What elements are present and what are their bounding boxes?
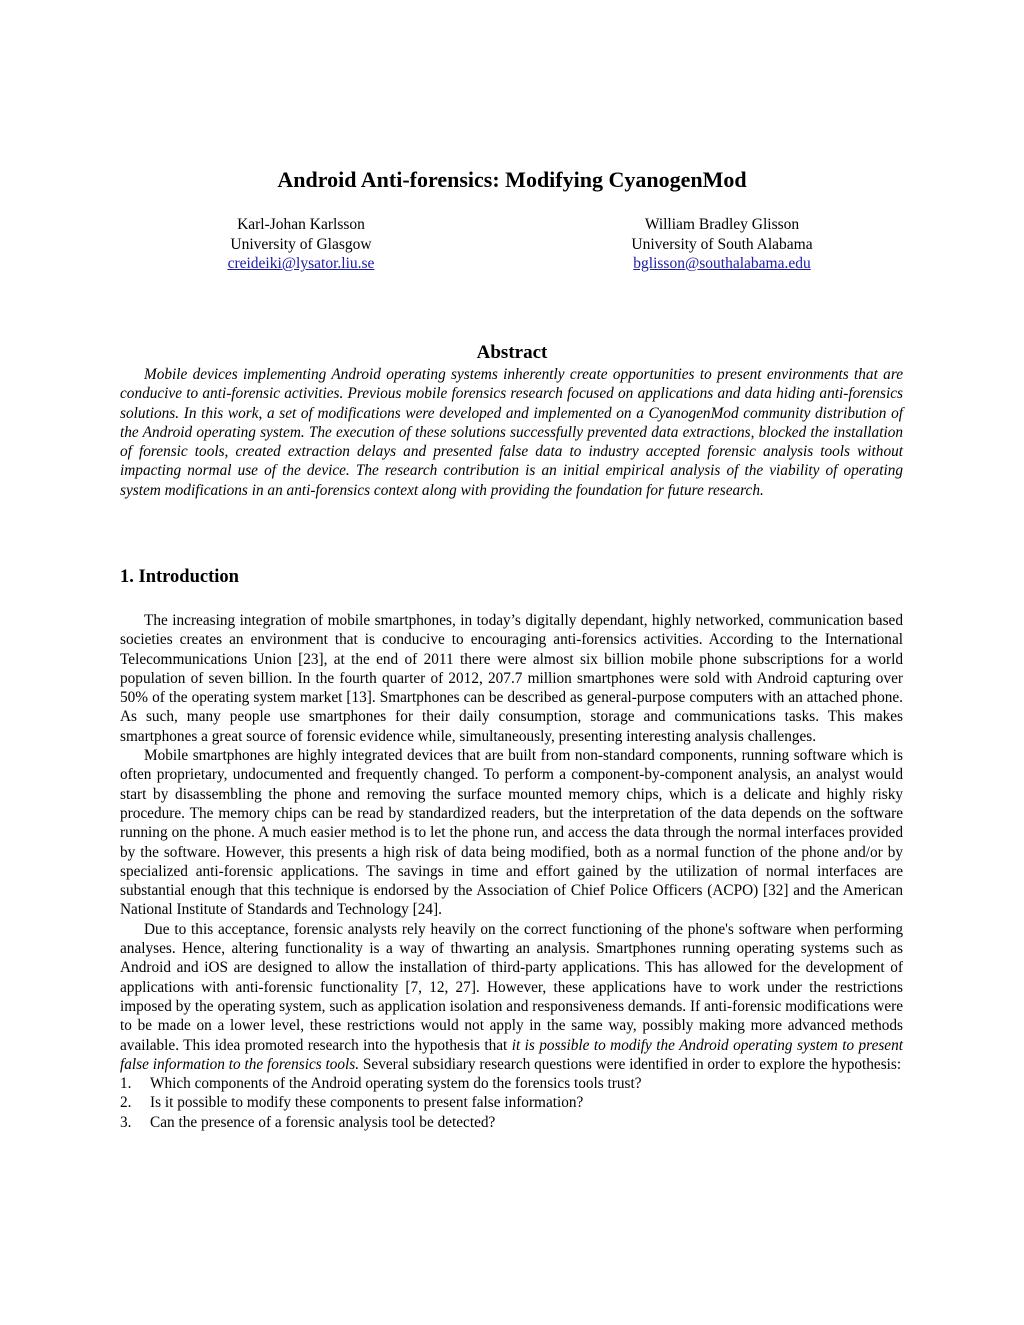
introduction-body bbox=[120, 611, 903, 1132]
paper-title: Android Anti-forensics: Modifying CyanogenMod bbox=[277, 167, 747, 192]
author-block bbox=[572, 215, 872, 274]
list-text: Which components of the Android operating system do the forensics tools trust? bbox=[150, 1075, 642, 1093]
paragraph-text: Several subsidiary research questions were identified in order to explore the hypothesis: bbox=[359, 1055, 902, 1073]
paragraph-text: Due to this acceptance, forensic analysts rely heavily on the correct functioning of the phone's software when performing analyses. Hence, altering functionality is a way of thwarting an analysis. Smartphones running operating systems such as Android and iOS are designed to allow the installation of third-party applications. This has allowed for the development of applications with anti-forensic functionality [7, 12, 27]. However, these applications have to work under the restrictions imposed by the operating system, such as application isolation and responsiveness demands. If anti-forensic modifications were to be made on a lower level, these restrictions would not apply in the same way, possibly making more advanced methods available. This idea promoted research into the hypothesis that bbox=[120, 920, 903, 1054]
list-number: 2. bbox=[120, 1094, 132, 1112]
list-item bbox=[120, 1093, 903, 1112]
abstract-heading: Abstract bbox=[476, 342, 548, 363]
list-text: Can the presence of a forensic analysis tool be detected? bbox=[150, 1113, 496, 1131]
paragraph: The increasing integration of mobile smartphones, in today’s digitally dependant, highly networked, communication based societies creates an environment that is conducive to encouraging anti-forensics activities. According to the International Telecommunications Union [23], at the end of 2011 there were almost six billion mobile phone subscriptions for a world population of seven billion. In the fourth quarter of 2012, 207.7 million smartphones were sold with Android capturing over 50% of the operating system market [13]. Smartphones can be described as general-purpose computers with an attached phone. As such, many people use smartphones for their daily consumption, storage and communications tasks. This makes smartphones a great source of forensic evidence while, simultaneously, presenting interesting analysis challenges. bbox=[120, 612, 903, 745]
author-block bbox=[151, 215, 451, 274]
author-affiliation: University of Glasgow bbox=[230, 235, 372, 253]
author-affiliation: University of South Alabama bbox=[631, 235, 813, 253]
abstract-text: Mobile devices implementing Android operating systems inherently create opportunities to present environments that are conducive to anti-forensic activities. Previous mobile forensics research focused on applications and data hiding anti-forensics solutions. In this work, a set of modifications were developed and implemented on a CyanogenMod community distribution of the Android operating system. The execution of these solutions successfully prevented data extractions, blocked the installation of forensic tools, created extraction delays and presented false data to industry accepted forensic analysis tools without impacting normal use of the device. The research contribution is an initial empirical analysis of the viability of operating system modifications in an anti-forensics context along with providing the foundation for future research. bbox=[120, 366, 903, 499]
hypothesis-text: it is possible to modify the Android operating system to present false information to the forensics tools. bbox=[120, 1036, 903, 1073]
author-name: William Bradley Glisson bbox=[644, 216, 800, 233]
list-number: 3. bbox=[120, 1113, 132, 1131]
section-heading-introduction: 1. Introduction bbox=[120, 567, 239, 587]
author-email-link[interactable]: creideiki@lysator.liu.se bbox=[227, 255, 375, 272]
list-item bbox=[120, 1074, 903, 1093]
paragraph bbox=[120, 920, 903, 1074]
author-name: Karl-Johan Karlsson bbox=[237, 216, 365, 233]
list-item bbox=[120, 1113, 903, 1132]
author-email-link[interactable]: bglisson@southalabama.edu bbox=[633, 255, 811, 272]
list-text: Is it possible to modify these components to present false information? bbox=[150, 1094, 584, 1112]
research-questions-list bbox=[120, 1074, 903, 1132]
paragraph: Mobile smartphones are highly integrated devices that are built from non-standard components, running software which is often proprietary, undocumented and frequently changed. To perform a component-by-component analysis, an analyst would start by disassembling the phone and removing the surface mounted memory chips, which is a delicate and highly risky procedure. The memory chips can be read by standardized readers, but the interpretation of the data depends on the software running on the phone. A much easier method is to let the phone run, and access the data through the normal interfaces provided by the software. However, this presents a high risk of data being modified, both as a normal function of the phone and/or by specialized anti-forensic applications. The savings in time and effort gained by the utilization of normal interfaces are substantial enough that this technique is endorsed by the Association of Chief Police Officers (ACPO) [32] and the American National Institute of Standards and Technology [24]. bbox=[120, 747, 903, 919]
list-number: 1. bbox=[120, 1075, 132, 1093]
